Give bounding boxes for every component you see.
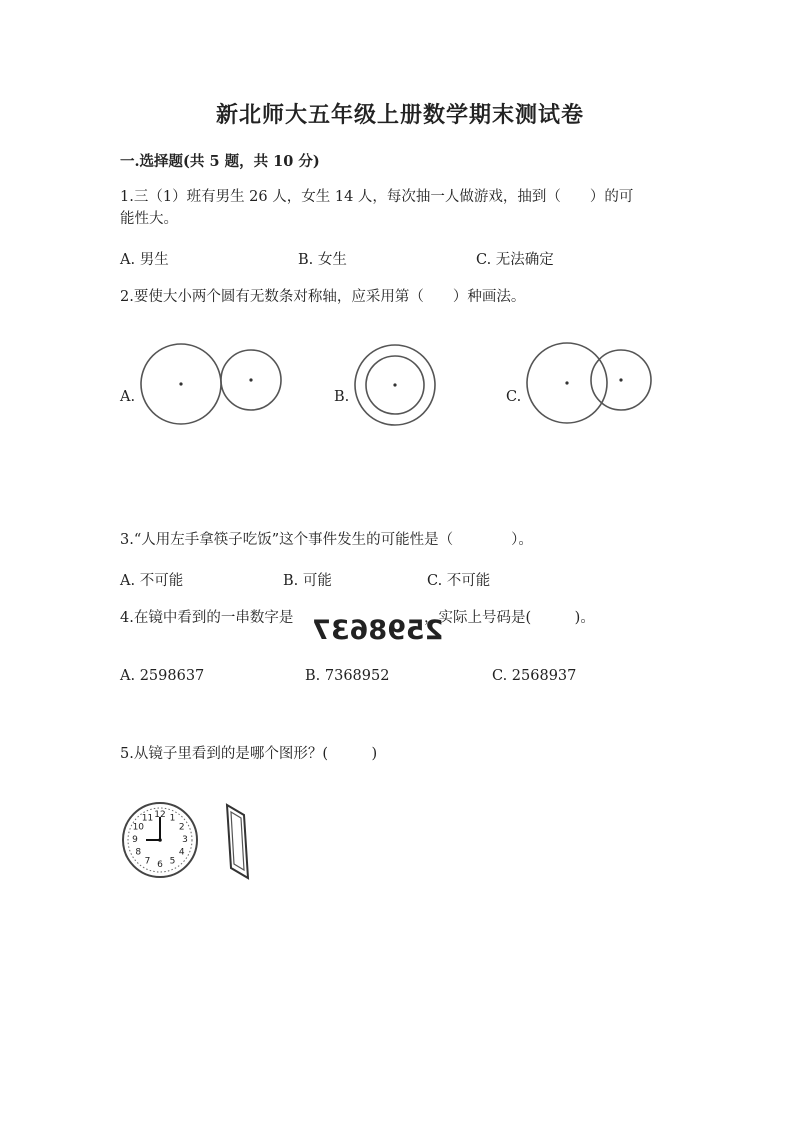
q3-option-c[interactable]: C. 不可能 — [427, 573, 491, 589]
q4-option-c[interactable]: C. 2568937 — [492, 668, 577, 684]
figure-a-small-center-dot — [249, 378, 252, 381]
figure-c-small-center-dot — [619, 378, 622, 381]
q2-option-c[interactable]: C. — [506, 389, 522, 405]
q1-option-c[interactable]: C. 无法确定 — [476, 252, 554, 268]
section-heading: 一.选择题(共 5 题，共 10 分) — [120, 153, 320, 170]
question-text: 要使大小两个圆有无数条对称轴，应采用第（ ）种画法。 — [133, 289, 526, 305]
question-text-continued: 能性大。 — [120, 211, 178, 227]
question-number: 4. — [120, 610, 134, 626]
q2-option-a[interactable]: A. — [120, 389, 136, 405]
clock-number: 8 — [135, 847, 142, 858]
question-text: 三（1）班有男生 26 人，女生 14 人，每次抽一人做游戏，抽到（ ）的可 — [133, 189, 634, 205]
clock-number: 4 — [178, 847, 185, 858]
q2-option-b[interactable]: B. — [334, 389, 350, 405]
q2-circle-figures — [0, 0, 800, 460]
clock-number: 12 — [154, 810, 166, 820]
q4-option-b[interactable]: B. 7368952 — [305, 668, 390, 684]
clock-number: 1 — [169, 813, 176, 824]
q3-option-b[interactable]: B. 可能 — [283, 573, 332, 589]
clock-number: 10 — [132, 822, 145, 833]
q4-option-a[interactable]: A. 2598637 — [120, 668, 205, 684]
clock-number: 9 — [132, 835, 138, 845]
clock-number: 6 — [157, 860, 163, 870]
question-4-text-after: ，实际上号码是( )。 — [424, 610, 595, 626]
question-4 — [120, 607, 293, 629]
question-text: “人用左手拿筷子吃饭”这个事件发生的可能性是（ ）。 — [133, 532, 533, 548]
question-number: 5. — [120, 746, 134, 762]
clock-number: 7 — [144, 856, 151, 867]
page-title: 新北师大五年级上册数学期末测试卷 — [215, 102, 584, 128]
clock-number: 3 — [182, 835, 188, 845]
question-number: 1. — [120, 189, 134, 205]
q1-option-b[interactable]: B. 女生 — [298, 252, 347, 268]
question-number: 2. — [120, 289, 134, 305]
clock-number: 2 — [178, 822, 185, 833]
question-5 — [120, 743, 377, 765]
question-3 — [120, 529, 533, 551]
question-text: 在镜中看到的一串数字是 — [133, 610, 294, 626]
mirrored-number-image: 2598637 — [312, 615, 444, 646]
mirror-icon — [222, 802, 252, 882]
figure-c-center-dot — [565, 381, 568, 384]
question-number: 3. — [120, 532, 134, 548]
clock-number: 11 — [141, 813, 154, 824]
question-text: 从镜子里看到的是哪个图形？( ) — [133, 746, 378, 762]
clock-figure — [120, 800, 200, 880]
q1-option-a[interactable]: A. 男生 — [120, 252, 169, 268]
clock-number: 5 — [169, 856, 176, 867]
q3-option-a[interactable]: A. 不可能 — [120, 573, 184, 589]
figure-a-center-dot — [179, 382, 182, 385]
figure-b-center-dot — [393, 383, 396, 386]
